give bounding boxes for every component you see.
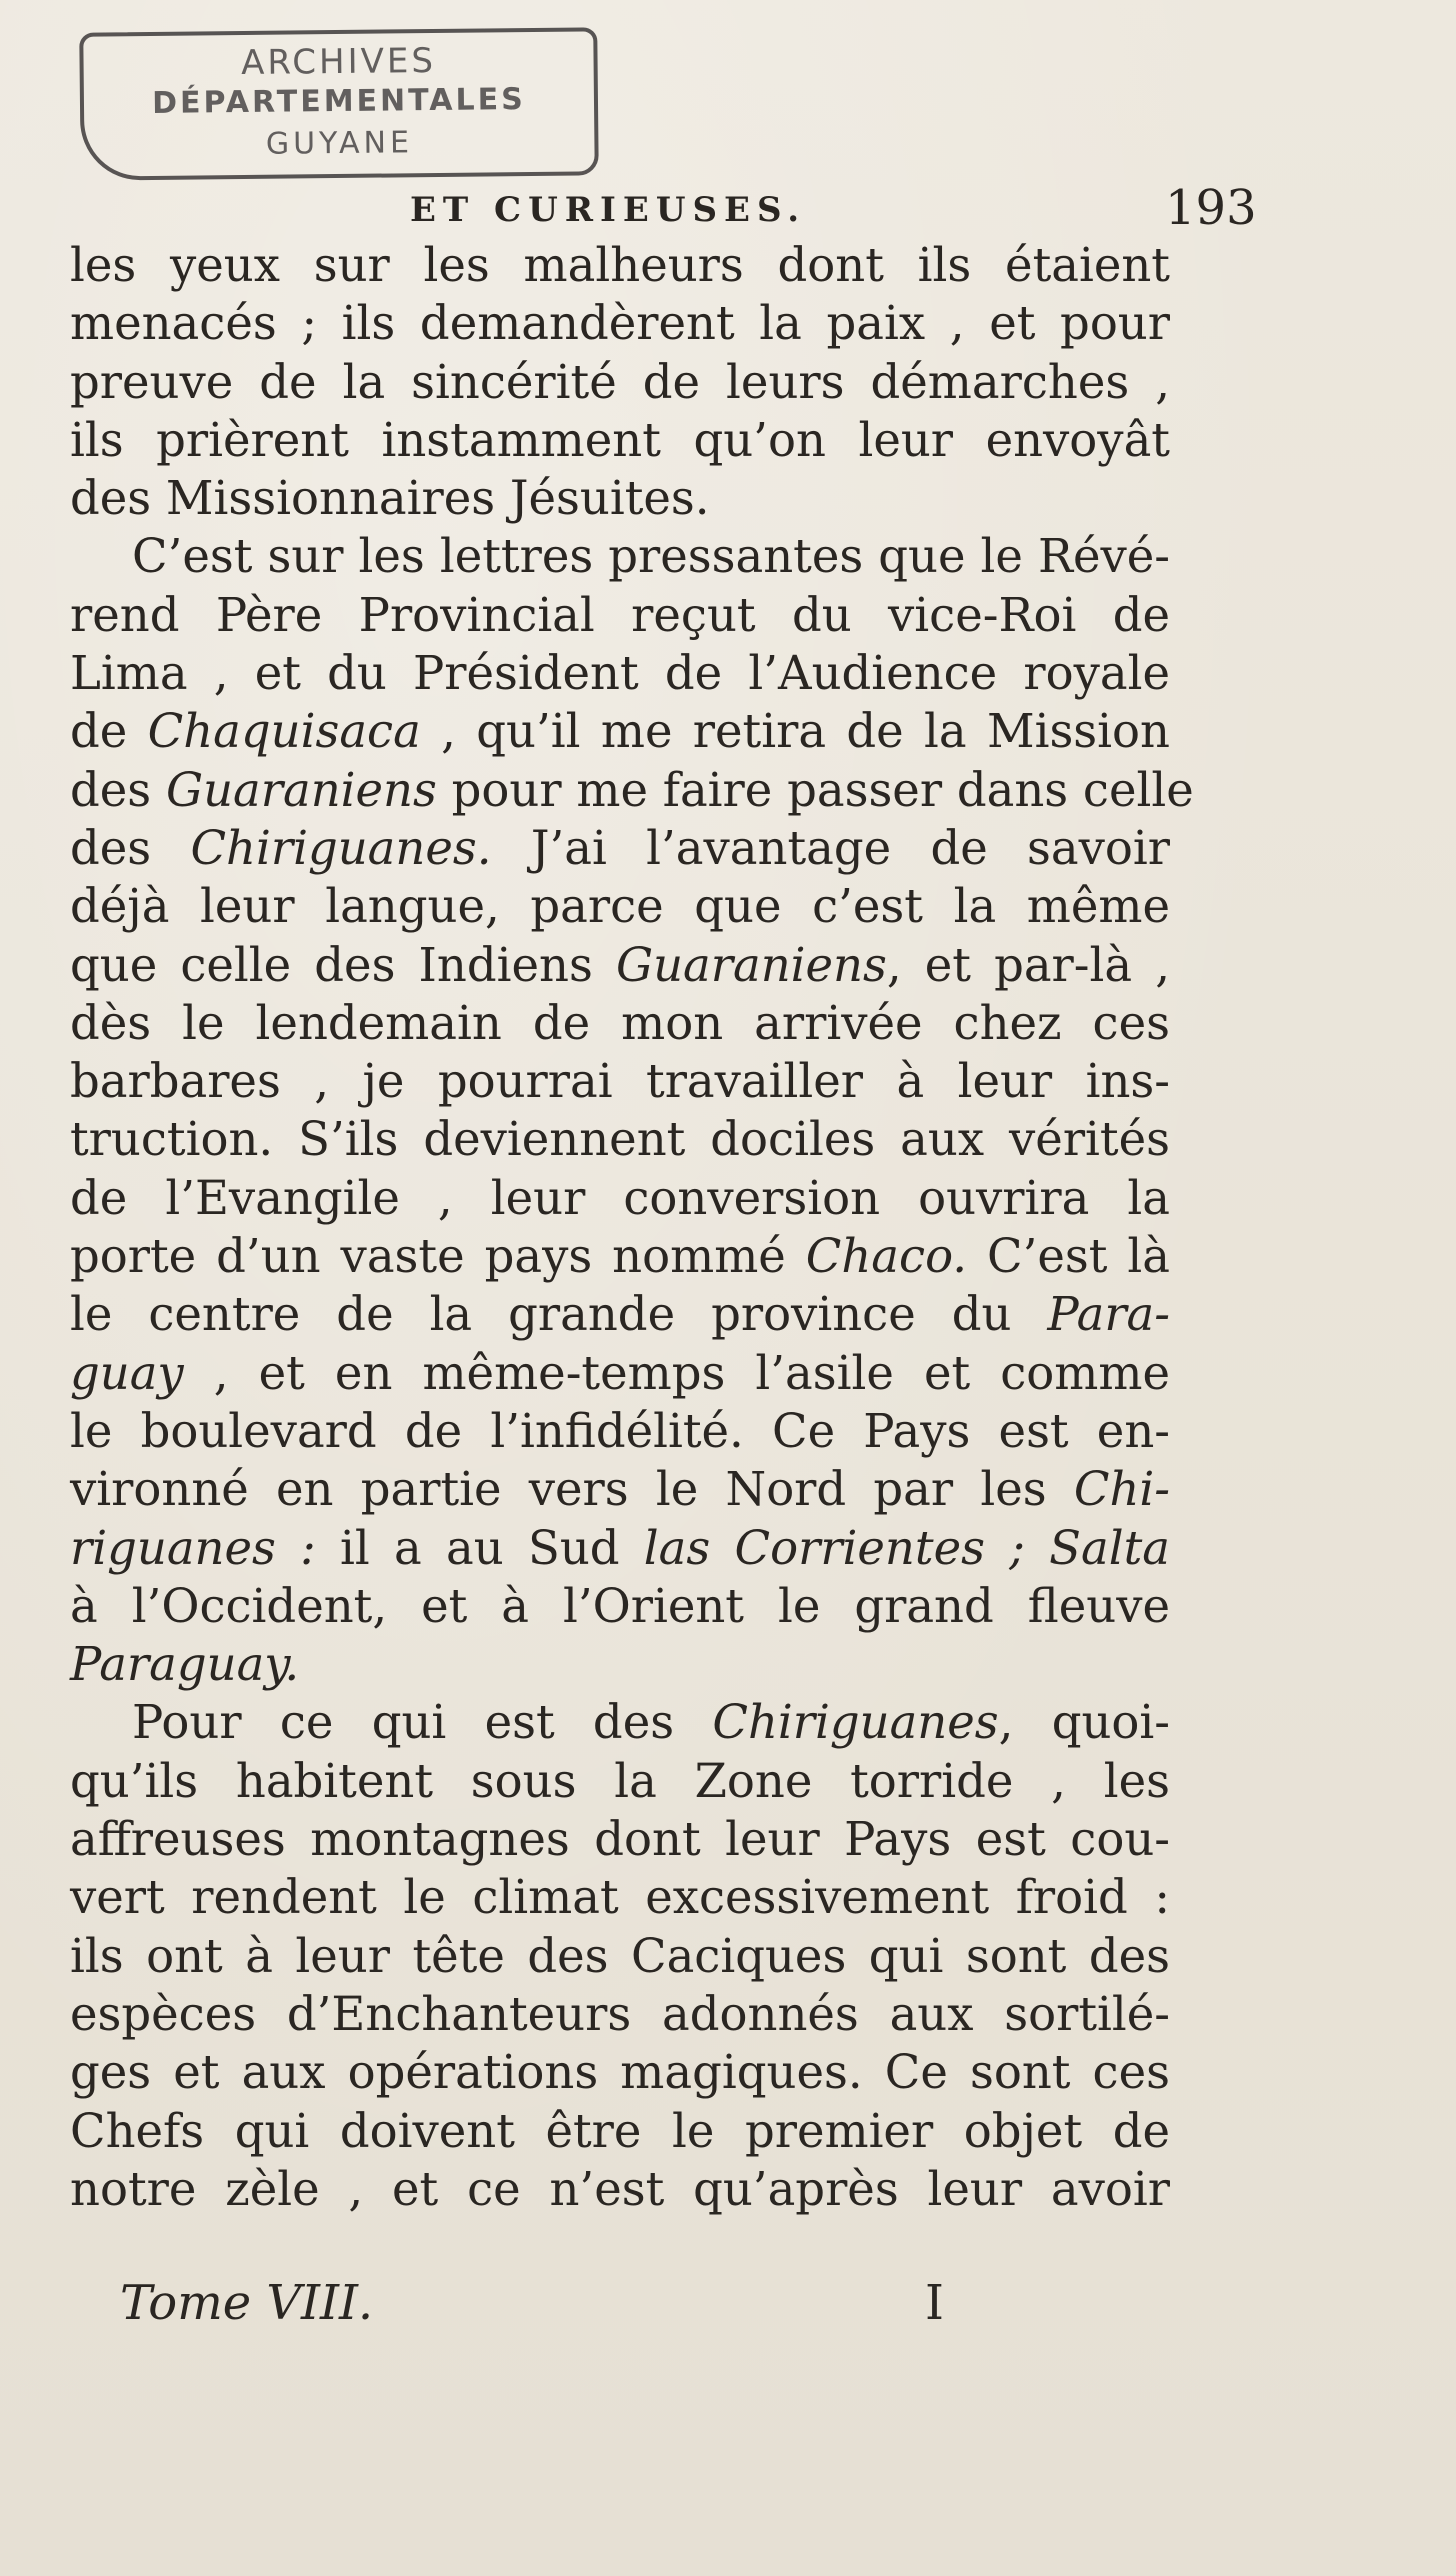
text-segment: le boulevard de l’infidélité. Ce Pays est en- (70, 1403, 1170, 1458)
tome-label: Tome VIII. (120, 2275, 374, 2331)
text-line (70, 1344, 1170, 1402)
italic-text: Chiriguanes (712, 1695, 999, 1750)
text-segment: les yeux sur les malheurs dont ils étaient (70, 238, 1170, 292)
text-line (70, 1577, 1170, 1635)
italic-text: Chaquisaca (147, 704, 421, 759)
text-line (70, 702, 1170, 760)
text-line (70, 1985, 1170, 2043)
signature-mark: I (925, 2275, 944, 2331)
text-segment: des Missionnaires Jésuites. (70, 471, 710, 526)
text-segment: pour me faire passer dans celle (436, 762, 1194, 817)
text-line (70, 936, 1170, 994)
text-line (70, 1110, 1170, 1168)
text-segment: que celle des Indiens (70, 937, 616, 992)
text-segment: C’est là (967, 1229, 1170, 1284)
text-segment: ges et aux opérations magiques. Ce sont ces (70, 2045, 1170, 2100)
text-segment: espèces d’Enchanteurs adonnés aux sortilé- (70, 1986, 1170, 2041)
archive-stamp (79, 27, 599, 180)
text-segment: ils prièrent instamment qu’on leur envoyât (70, 412, 1170, 467)
text-line (70, 1810, 1170, 1868)
text-segment: de (70, 704, 148, 759)
stamp-line-1: ARCHIVES (240, 40, 437, 84)
text-segment: porte d’un vaste pays nommé (70, 1229, 806, 1284)
text-segment: des (70, 762, 166, 817)
text-segment: vironné en partie vers le Nord par les (70, 1462, 1074, 1517)
text-line (70, 1402, 1170, 1460)
text-segment: preuve de la sincérité de leurs démarches , (70, 354, 1170, 409)
text-line (70, 586, 1170, 644)
text-line (70, 1868, 1170, 1926)
text-segment: , et par-là , (886, 937, 1170, 992)
stamp-line-3: GUYANE (265, 125, 414, 162)
text-segment: déjà leur langue, parce que c’est la même (70, 879, 1170, 934)
text-line (70, 2043, 1170, 2101)
page-footer (120, 2275, 960, 2331)
text-line (70, 527, 1170, 585)
text-segment: J’ai l’avantage de savoir (491, 820, 1171, 875)
italic-text: Para- (1047, 1287, 1170, 1342)
text-line (70, 994, 1170, 1052)
body-text (70, 236, 1194, 2218)
italic-text: Chi- (1073, 1462, 1170, 1517)
text-segment: , qu’il me retira de la Mission (420, 704, 1170, 759)
text-line (70, 1052, 1170, 1110)
text-segment: à l’Occident, et à l’Orient le grand fleuve (70, 1578, 1170, 1633)
italic-text: las Corrientes ; Salta (643, 1520, 1170, 1575)
text-line (70, 2160, 1170, 2218)
italic-text: Guaraniens (615, 937, 887, 992)
text-segment: des (70, 820, 191, 875)
text-segment: barbares , je pourrai travailler à leur ins- (70, 1054, 1170, 1109)
italic-text: guay (70, 1345, 184, 1400)
text-segment: ils ont à leur tête des Caciques qui sont des (70, 1928, 1170, 1983)
text-line (70, 2102, 1170, 2160)
italic-text: Paraguay. (70, 1637, 300, 1692)
italic-text: Chiriguanes. (190, 820, 492, 875)
text-segment: qu’ils habitent sous la Zone torride , les (70, 1753, 1170, 1808)
italic-text: riguanes : (70, 1520, 316, 1575)
text-line (70, 1227, 1170, 1285)
text-line (70, 1285, 1170, 1343)
text-line (70, 1693, 1170, 1751)
text-segment: le centre de la grande province du (70, 1287, 1048, 1342)
text-line (70, 411, 1170, 469)
text-line (70, 236, 1170, 294)
text-segment: Pour ce qui est des (132, 1695, 713, 1750)
running-title: ET CURIEUSES. (410, 190, 807, 230)
text-line (70, 294, 1170, 352)
text-line (70, 1635, 1170, 1693)
stamp-line-2: DÉPARTEMENTALES (152, 82, 526, 121)
text-segment: , et en même-temps l’asile et comme (183, 1345, 1170, 1400)
text-line (70, 1519, 1170, 1577)
text-line (70, 644, 1170, 702)
text-line (70, 353, 1170, 411)
text-segment: vert rendent le climat excessivement froid : (70, 1870, 1170, 1925)
text-line (70, 1169, 1170, 1227)
text-line (70, 469, 1170, 527)
italic-text: Guaraniens (165, 762, 437, 817)
text-segment: truction. S’ils deviennent dociles aux vérités (70, 1112, 1170, 1167)
text-line (70, 1752, 1170, 1810)
text-line (70, 761, 1194, 819)
page-number: 193 (1165, 180, 1257, 236)
text-line (70, 1927, 1170, 1985)
italic-text: Chaco. (805, 1229, 968, 1284)
text-segment: il a au Sud (315, 1520, 644, 1575)
text-segment: Chefs qui doivent être le premier objet de (70, 2103, 1170, 2158)
text-segment: C’est sur les lettres pressantes que le Révé- (132, 529, 1170, 584)
text-segment: Lima , et du Président de l’Audience royale (70, 646, 1170, 701)
text-line (70, 819, 1170, 877)
text-segment: de l’Evangile , leur conversion ouvrira la (70, 1170, 1170, 1225)
text-line (70, 1460, 1170, 1518)
text-segment: menacés ; ils demandèrent la paix , et pour (70, 296, 1170, 351)
text-segment: , quoi- (998, 1695, 1171, 1750)
text-line (70, 877, 1170, 935)
text-segment: dès le lendemain de mon arrivée chez ces (70, 995, 1170, 1050)
text-segment: affreuses montagnes dont leur Pays est cou- (70, 1812, 1170, 1867)
text-segment: notre zèle , et ce n’est qu’après leur avoir (70, 2161, 1170, 2216)
text-segment: rend Père Provincial reçut du vice-Roi de (70, 587, 1170, 642)
